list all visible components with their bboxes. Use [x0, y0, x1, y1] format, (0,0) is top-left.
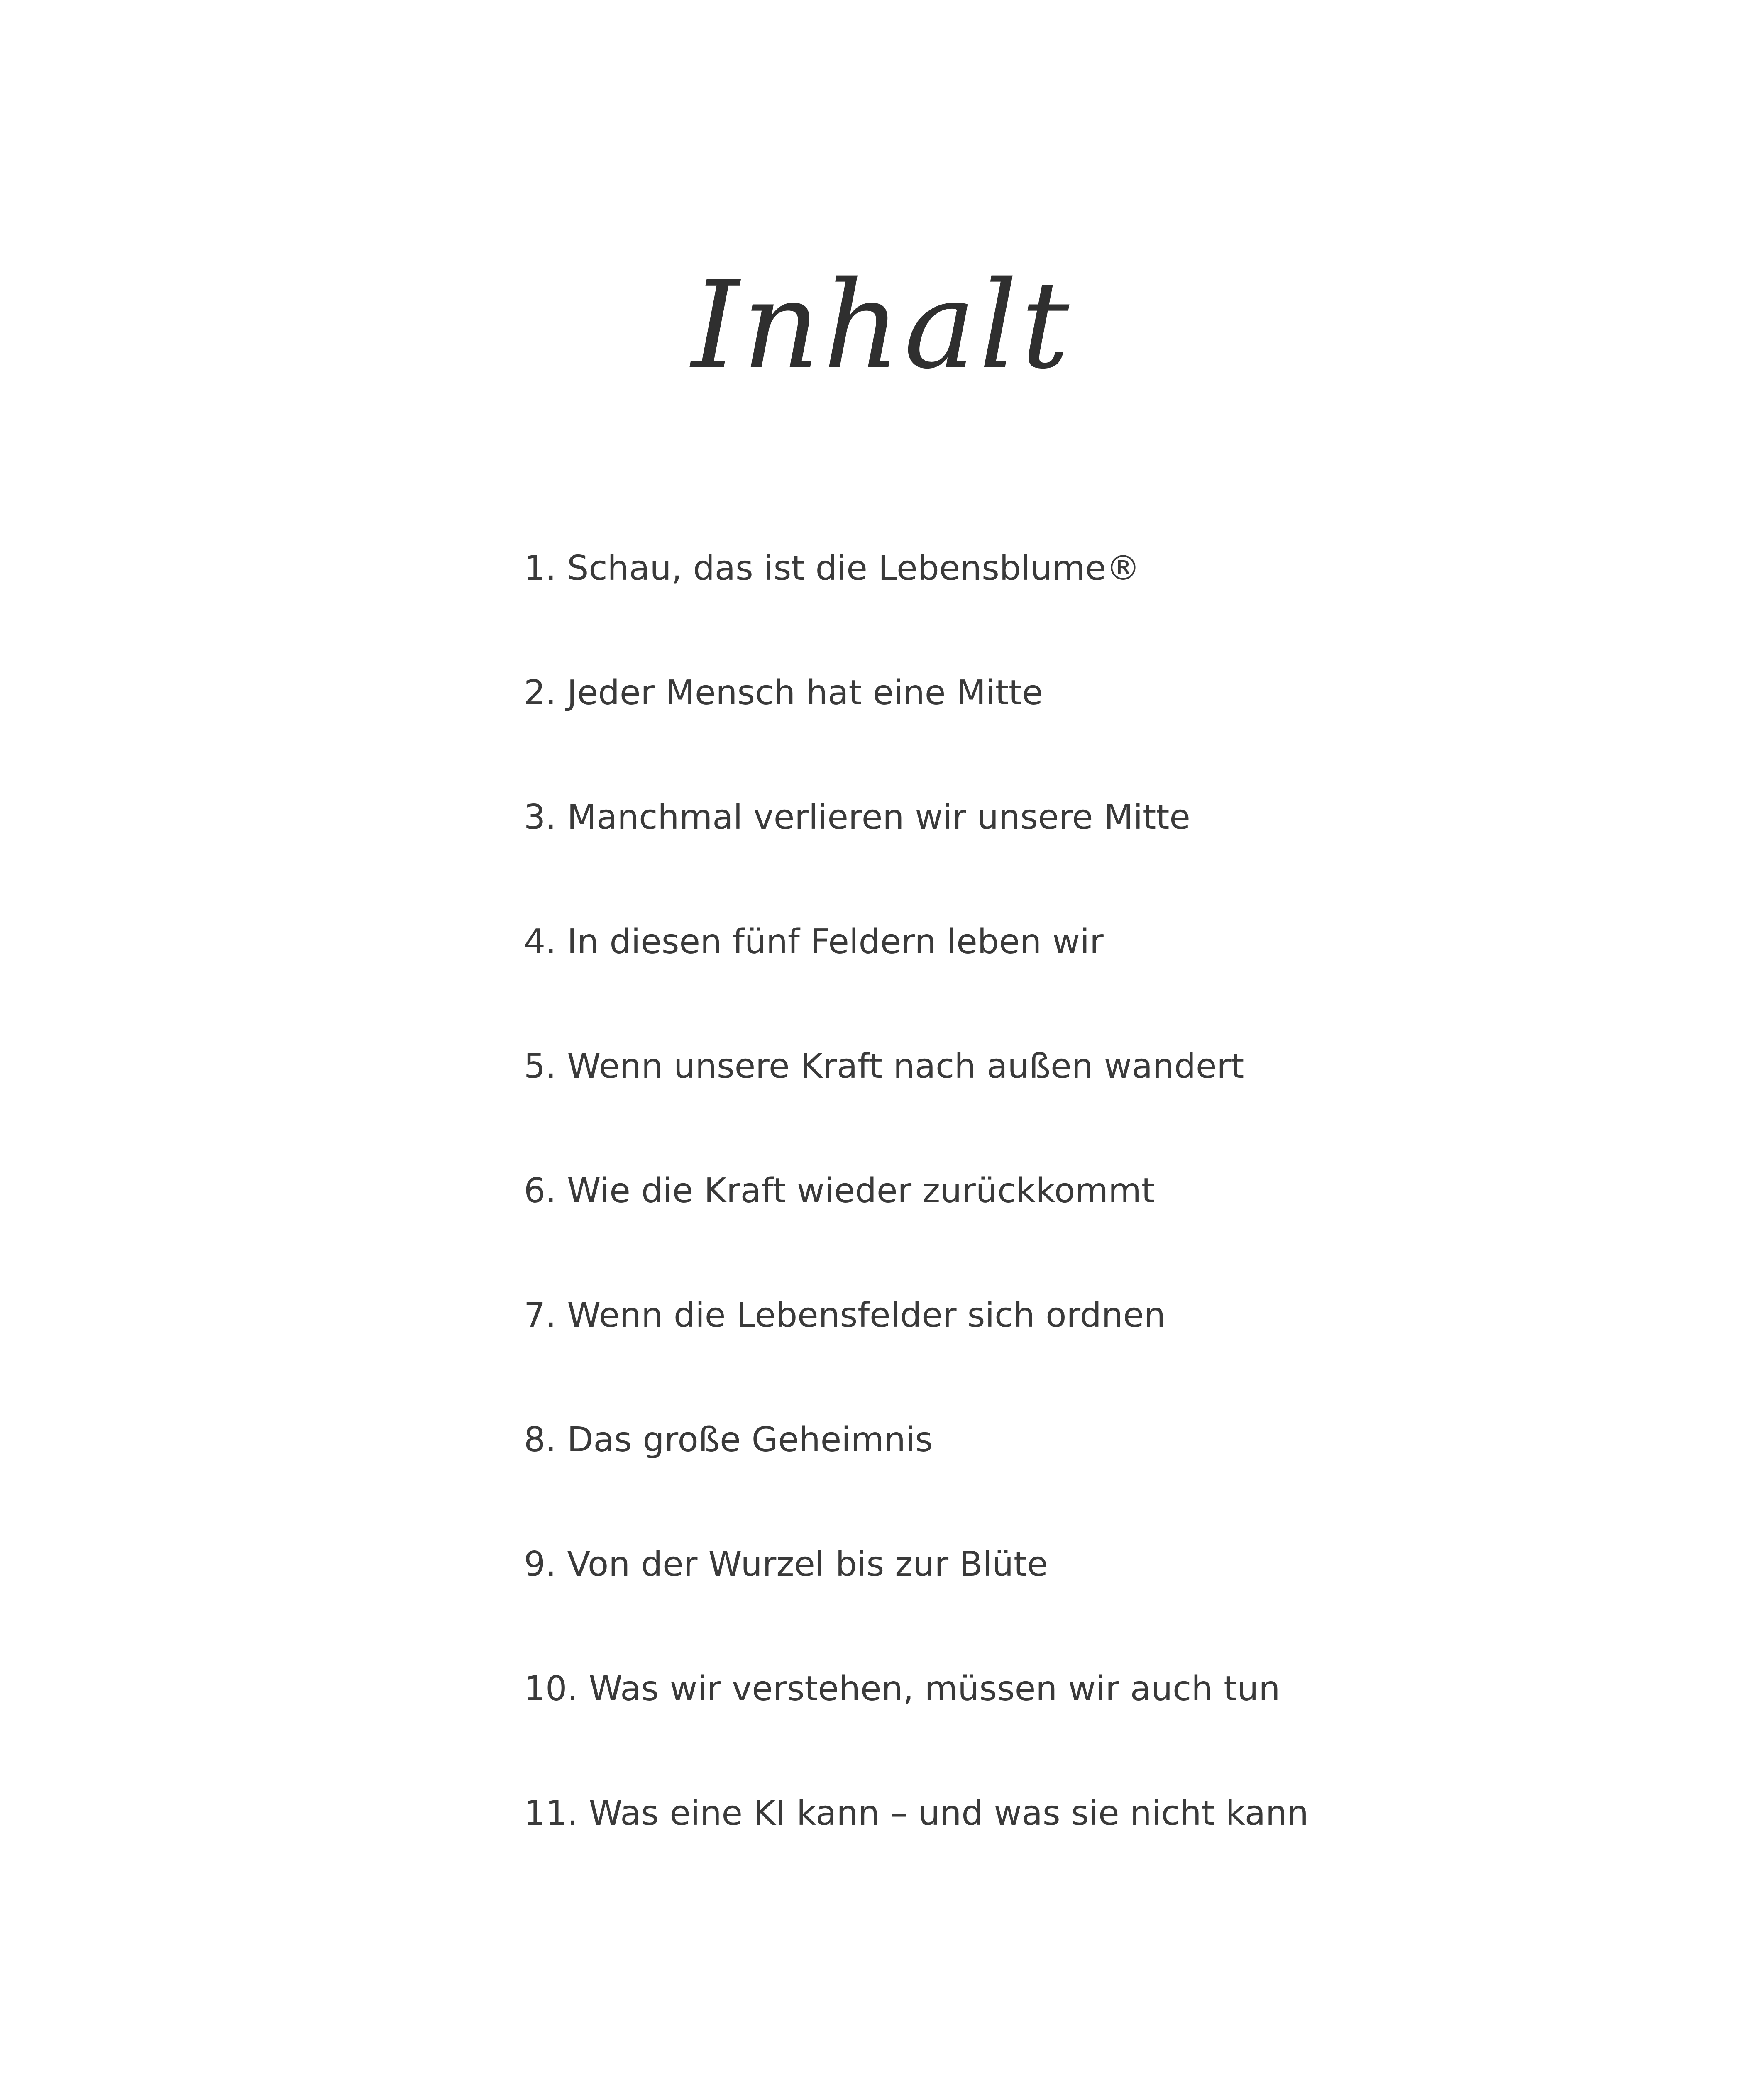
toc-entry-6	[524, 1166, 1309, 1291]
toc-entry-text: 2. Jeder Mensch hat eine Mitte	[524, 673, 1043, 713]
toc-entry-11	[524, 1789, 1309, 1913]
page-title: Inhalt	[691, 256, 1073, 395]
toc-entry-text: 3. Manchmal verlieren wir unsere Mitte	[524, 798, 1190, 837]
toc-entry-text: 11. Was eine KI kann – und was sie nicht kann	[524, 1794, 1309, 1833]
toc-entry-text: 1. Schau, das ist die Lebensblume®	[524, 549, 1140, 588]
toc-entry-1	[524, 544, 1309, 668]
toc-entry-text: 8. Das große Geheimnis	[524, 1420, 933, 1460]
toc-entry-7	[524, 1291, 1309, 1415]
toc-entry-text: 4. In diesen fünf Feldern leben wir	[524, 922, 1104, 962]
toc-entry-text: 7. Wenn die Lebensfelder sich ordnen	[524, 1296, 1166, 1335]
toc-entry-2	[524, 668, 1309, 793]
toc-entry-8	[524, 1415, 1309, 1540]
toc-entry-10	[524, 1664, 1309, 1789]
toc-entry-text: 10. Was wir verstehen, müssen wir auch tun	[524, 1669, 1280, 1709]
toc-entry-text: 6. Wie die Kraft wieder zurückkommt	[524, 1171, 1155, 1211]
toc-entry-9	[524, 1540, 1309, 1664]
toc-entry-5	[524, 1042, 1309, 1166]
table-of-contents	[524, 544, 1309, 1913]
toc-entry-text: 9. Von der Wurzel bis zur Blüte	[524, 1545, 1048, 1584]
toc-entry-text: 5. Wenn unsere Kraft nach außen wandert	[524, 1047, 1244, 1086]
toc-entry-4	[524, 917, 1309, 1042]
toc-entry-3	[524, 793, 1309, 917]
